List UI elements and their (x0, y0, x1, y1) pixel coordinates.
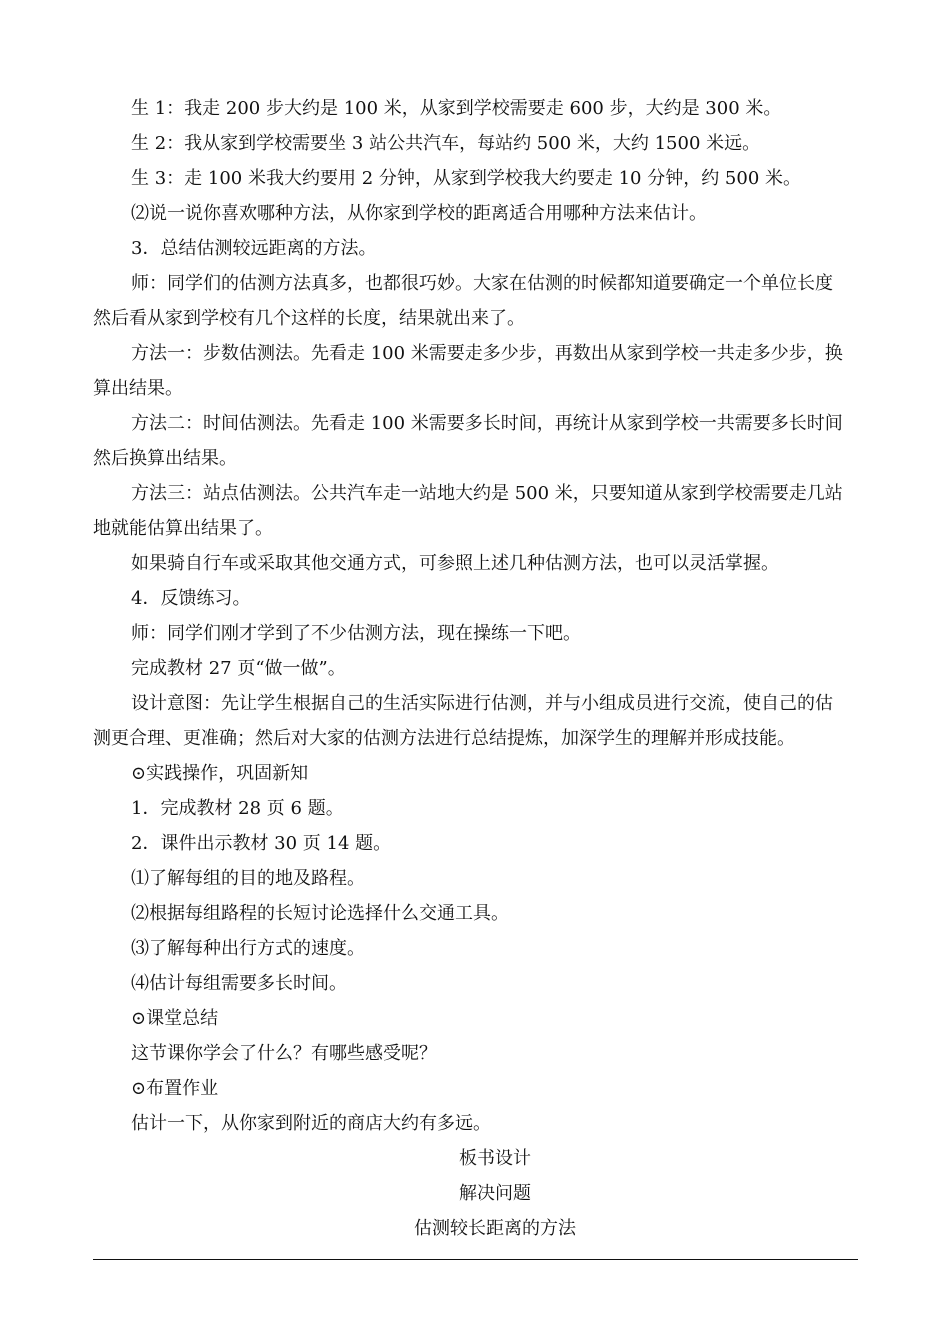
paragraph-line: 完成教材 27 页“做一做”。 (131, 658, 346, 679)
section-heading: ⊙布置作业 (131, 1078, 219, 1099)
section-heading: 3．总结估测较远距离的方法。 (131, 238, 377, 259)
list-item: ⑴了解每组的目的地及路程。 (131, 868, 365, 889)
paragraph-line: 测更合理、更准确；然后对大家的估测方法进行总结提炼，加深学生的理解并形成技能。 (93, 728, 795, 749)
paragraph-line: 然后换算出结果。 (93, 448, 237, 469)
paragraph-line: 估计一下，从你家到附近的商店大约有多远。 (131, 1113, 491, 1134)
footer-divider (93, 1259, 858, 1260)
paragraph-line: 算出结果。 (93, 378, 183, 399)
paragraph-line: 这节课你学会了什么？有哪些感受呢？ (131, 1043, 437, 1064)
board-design-heading: 估测较长距离的方法 (414, 1218, 576, 1239)
list-item: 2．课件出示教材 30 页 14 题。 (131, 833, 392, 854)
list-item: ⑶了解每种出行方式的速度。 (131, 938, 365, 959)
paragraph-line: 生 1：我走 200 步大约是 100 米，从家到学校需要走 600 步，大约是 300 米。 (131, 98, 782, 119)
list-item: ⑷估计每组需要多长时间。 (131, 973, 347, 994)
section-heading: ⊙课堂总结 (131, 1008, 219, 1029)
board-design-title: 板书设计 (459, 1148, 531, 1169)
paragraph-line: ⑵说一说你喜欢哪种方法，从你家到学校的距离适合用哪种方法来估计。 (131, 203, 707, 224)
list-item: ⑵根据每组路程的长短讨论选择什么交通工具。 (131, 903, 509, 924)
paragraph-line: 地就能估算出结果了。 (93, 518, 273, 539)
paragraph-line: 生 2：我从家到学校需要坐 3 站公共汽车，每站约 500 米，大约 1500 米远。 (131, 133, 761, 154)
paragraph-line: 生 3：走 100 米我大约要用 2 分钟，从家到学校我大约要走 10 分钟，约 500 米。 (131, 168, 802, 189)
section-heading: ⊙实践操作，巩固新知 (131, 763, 309, 784)
paragraph-line: 方法三：站点估测法。公共汽车走一站地大约是 500 米，只要知道从家到学校需要走几站 (131, 483, 843, 504)
board-design-subtitle: 解决问题 (459, 1183, 531, 1204)
paragraph-line: 方法二：时间估测法。先看走 100 米需要多长时间，再统计从家到学校一共需要多长时间 (131, 413, 843, 434)
paragraph-line: 师：同学们的估测方法真多，也都很巧妙。大家在估测的时候都知道要确定一个单位长度 (131, 273, 833, 294)
paragraph-line: 如果骑自行车或采取其他交通方式，可参照上述几种估测方法，也可以灵活掌握。 (131, 553, 779, 574)
paragraph-line: 师：同学们刚才学到了不少估测方法，现在操练一下吧。 (131, 623, 581, 644)
paragraph-line: 设计意图：先让学生根据自己的生活实际进行估测，并与小组成员进行交流，使自己的估 (131, 693, 833, 714)
paragraph-line: 然后看从家到学校有几个这样的长度，结果就出来了。 (93, 308, 525, 329)
list-item: 1．完成教材 28 页 6 题。 (131, 798, 344, 819)
paragraph-line: 方法一：步数估测法。先看走 100 米需要走多少步，再数出从家到学校一共走多少步，换 (131, 343, 843, 364)
section-heading: 4．反馈练习。 (131, 588, 251, 609)
